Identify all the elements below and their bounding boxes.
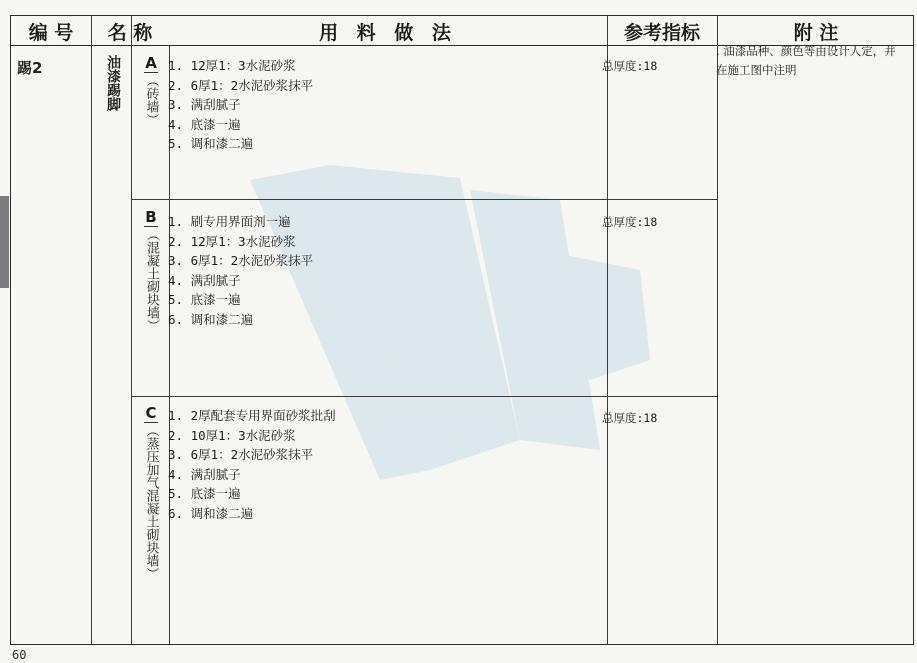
variant-b-thickness: 总厚度:18: [602, 215, 658, 229]
step-item: 6. 调和漆二遍: [168, 311, 254, 327]
variant-b-label: [132, 209, 170, 351]
header-code: 编 号: [28, 21, 74, 44]
step-item: 1. 12厚1：3水泥砂浆: [168, 58, 296, 73]
variant-b-steps: [168, 212, 313, 329]
variant-letter: A: [145, 54, 157, 72]
variant-description: （混凝土砌块墙）: [144, 228, 159, 332]
step-item: 5. 调和漆二遍: [168, 136, 254, 151]
variant-c-label: [132, 405, 170, 580]
header-name: 名 称: [107, 21, 153, 44]
step-item: 2. 10厚1：3水泥砂浆: [168, 427, 296, 443]
variant-letter: B: [145, 208, 157, 226]
row-divider: [131, 396, 717, 397]
step-item: 5. 底漆一遍: [168, 292, 241, 307]
col-divider: [607, 16, 608, 644]
variant-c-steps: [168, 406, 336, 523]
header-note: 附 注: [793, 21, 839, 44]
variant-description: （蒸压加气混凝土砌块墙）: [143, 424, 159, 580]
margin-tab: [0, 196, 9, 288]
variant-letter: C: [145, 404, 157, 422]
step-item: 4. 底漆一遍: [168, 116, 241, 132]
variant-a-steps: [168, 56, 313, 154]
variant-description: （砖墙）: [143, 74, 159, 126]
step-item: 3. 6厚1：2水泥砂浆抹平: [168, 253, 314, 268]
step-item: 4. 满刮腻子: [168, 272, 241, 288]
variant-a-thickness: 总厚度:18: [602, 59, 658, 73]
step-item: 3. 6厚1：2水泥砂浆抹平: [168, 447, 314, 462]
step-item: 2. 6厚1：2水泥砂浆抹平: [168, 77, 314, 93]
step-item: 1. 2厚配套专用界面砂浆批刮: [168, 408, 336, 423]
row-divider: [131, 199, 717, 200]
entry-name: 油漆踢脚: [105, 55, 121, 111]
header-method: 用 料 做 法: [319, 21, 457, 44]
step-item: 3. 满刮腻子: [168, 97, 241, 112]
entry-code: 踢2: [17, 59, 43, 77]
header-reference: 参考指标: [623, 21, 700, 44]
step-item: 6. 调和漆二遍: [168, 505, 254, 521]
step-item: 4. 满刮腻子: [168, 466, 241, 482]
page-number: 60: [12, 648, 27, 662]
col-divider: [91, 16, 92, 644]
variant-a-label: [132, 55, 170, 126]
variant-c-thickness: 总厚度:18: [602, 411, 658, 425]
col-divider: [717, 16, 718, 644]
step-item: 5. 底漆一遍: [168, 486, 241, 501]
step-item: 2. 12厚1：3水泥砂浆: [168, 233, 296, 249]
step-item: 1. 刷专用界面剂一遍: [168, 214, 291, 229]
entry-note: . 油漆品种、颜色等由设计人定，并在施工图中注明: [716, 44, 896, 77]
